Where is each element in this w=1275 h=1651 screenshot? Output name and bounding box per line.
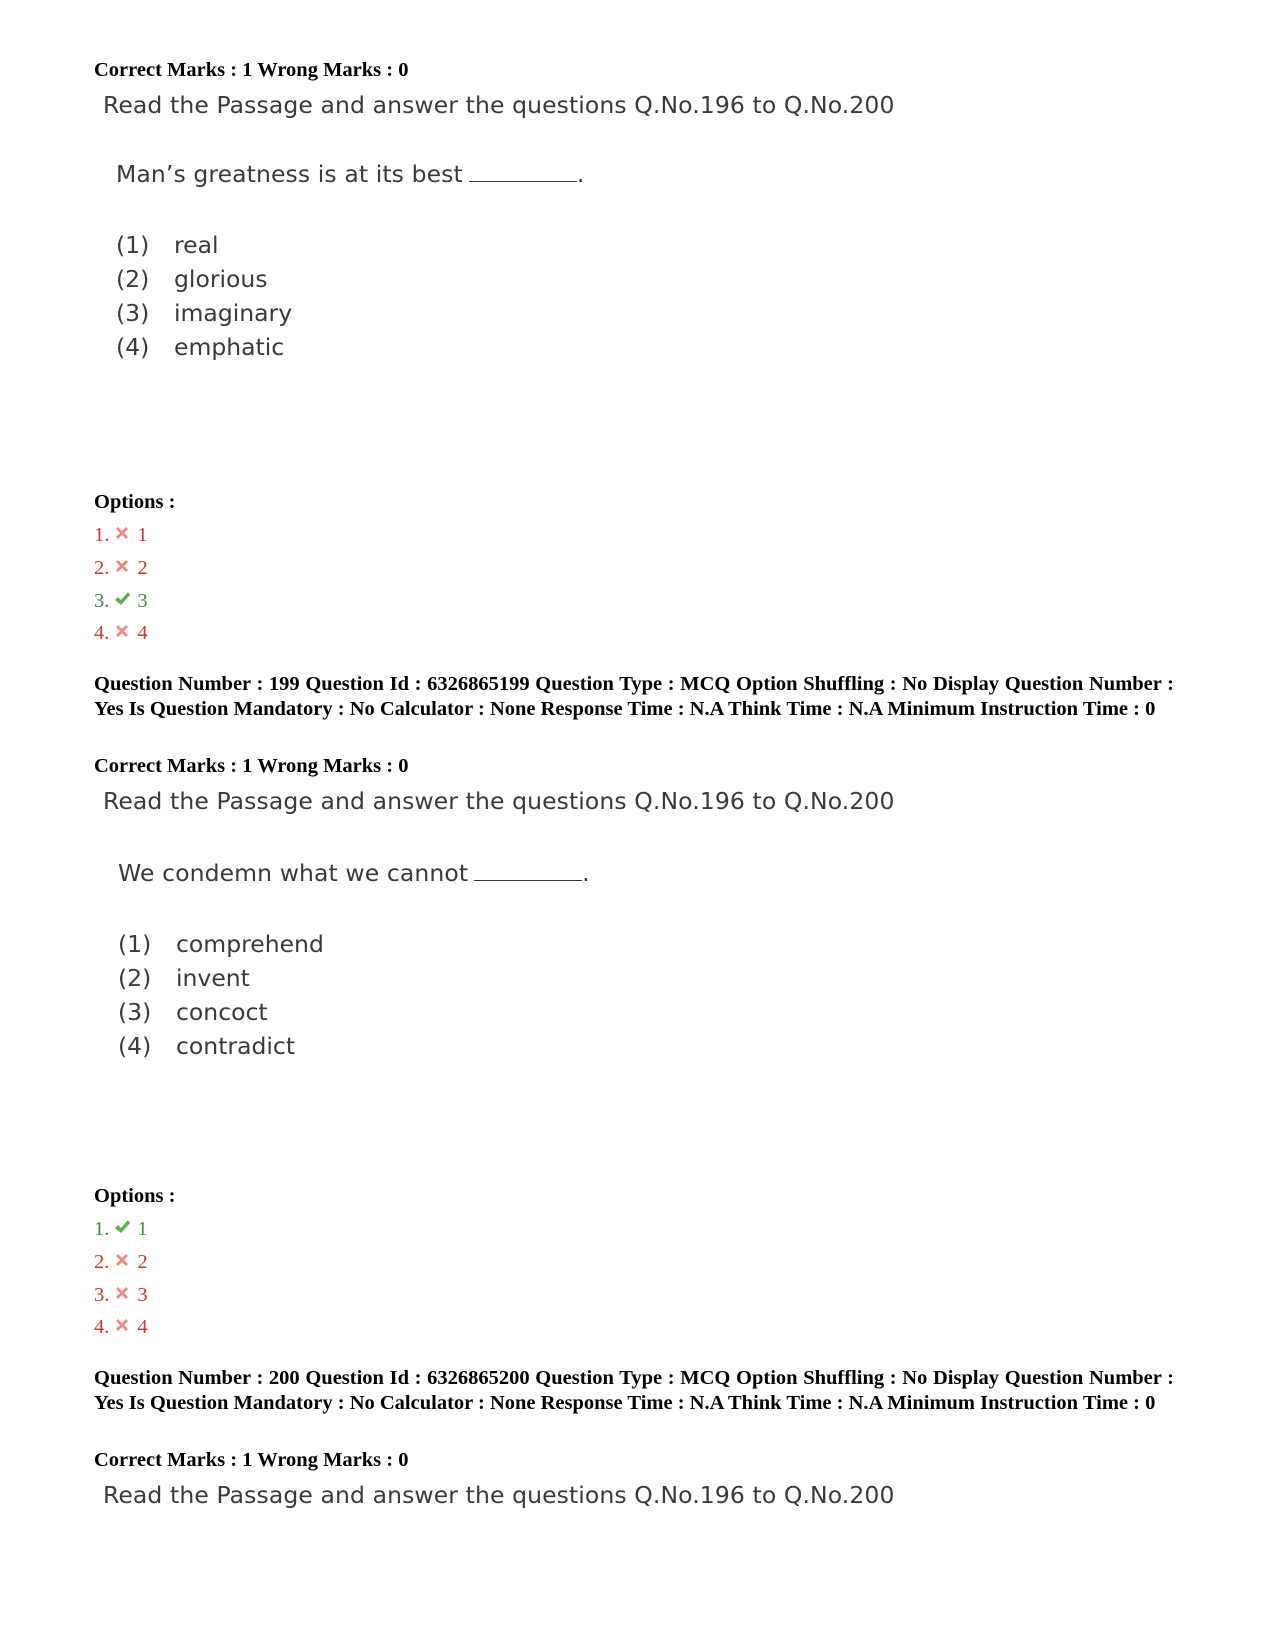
q199-option-3: 3. 3 (94, 1284, 148, 1306)
q199-option-1: 1. 1 (94, 1218, 148, 1240)
answer-blank (474, 860, 582, 881)
q199-stem (118, 859, 590, 887)
q199-option-2: 2. 2 (94, 1251, 148, 1273)
q198-stem-end: . (576, 160, 585, 188)
q199-marks: Correct Marks : 1 Wrong Marks : 0 (94, 755, 409, 777)
q200-meta: Question Number : 200 Question Id : 6326865200 Question Type : MCQ Option Shuffling : No Display Question Number : Yes Is Question Mandatory : No Calculator : None Response Time : N.A Think Time : N.A Minimum Instruction Time : 0 (94, 1367, 1174, 1414)
q198-options-label: Options : (94, 491, 176, 513)
q198-stem-text: Man’s greatness is at its best (116, 160, 463, 188)
q198-choice-3: (3) imaginary (116, 299, 293, 327)
q199-passage-ref: Read the Passage and answer the questions Q.No.196 to Q.No.200 (103, 787, 895, 815)
q198-option-3: 3. 3 (94, 590, 148, 612)
q199-choice-1: (1) comprehend (118, 930, 324, 958)
q198-stem (116, 160, 584, 188)
q198-option-4: 4. 4 (94, 622, 148, 644)
q199-option-4: 4. 4 (94, 1316, 148, 1338)
q198-marks: Correct Marks : 1 Wrong Marks : 0 (94, 59, 409, 81)
q198-passage-ref: Read the Passage and answer the questions Q.No.196 to Q.No.200 (103, 91, 895, 119)
cross-icon (113, 1251, 131, 1269)
q198-choice-4: (4) emphatic (116, 333, 285, 361)
q199-options-label: Options : (94, 1185, 176, 1207)
q199-stem-text: We condemn what we cannot (118, 859, 469, 887)
check-icon (113, 590, 131, 608)
q199-choice-4: (4) contradict (118, 1032, 296, 1060)
check-icon (113, 1218, 131, 1236)
q200-passage-ref: Read the Passage and answer the questions Q.No.196 to Q.No.200 (103, 1481, 895, 1509)
q198-choice-1: (1) real (116, 231, 219, 259)
q198-option-2: 2. 2 (94, 557, 148, 579)
cross-icon (113, 622, 131, 640)
q198-option-1: 1. 1 (94, 524, 148, 546)
q199-stem-end: . (582, 859, 590, 887)
q200-marks: Correct Marks : 1 Wrong Marks : 0 (94, 1449, 409, 1471)
answer-blank (469, 161, 577, 182)
q199-choice-2: (2) invent (118, 964, 250, 992)
q198-choice-2: (2) glorious (116, 265, 268, 293)
q199-choice-3: (3) concoct (118, 998, 268, 1026)
cross-icon (113, 524, 131, 542)
cross-icon (113, 1284, 131, 1302)
cross-icon (113, 1316, 131, 1334)
cross-icon (113, 557, 131, 575)
q199-meta: Question Number : 199 Question Id : 6326865199 Question Type : MCQ Option Shuffling : No Display Question Number : Yes Is Question Mandatory : No Calculator : None Response Time : N.A Think Time : N.A Minimum Instruction Time : 0 (94, 673, 1174, 720)
